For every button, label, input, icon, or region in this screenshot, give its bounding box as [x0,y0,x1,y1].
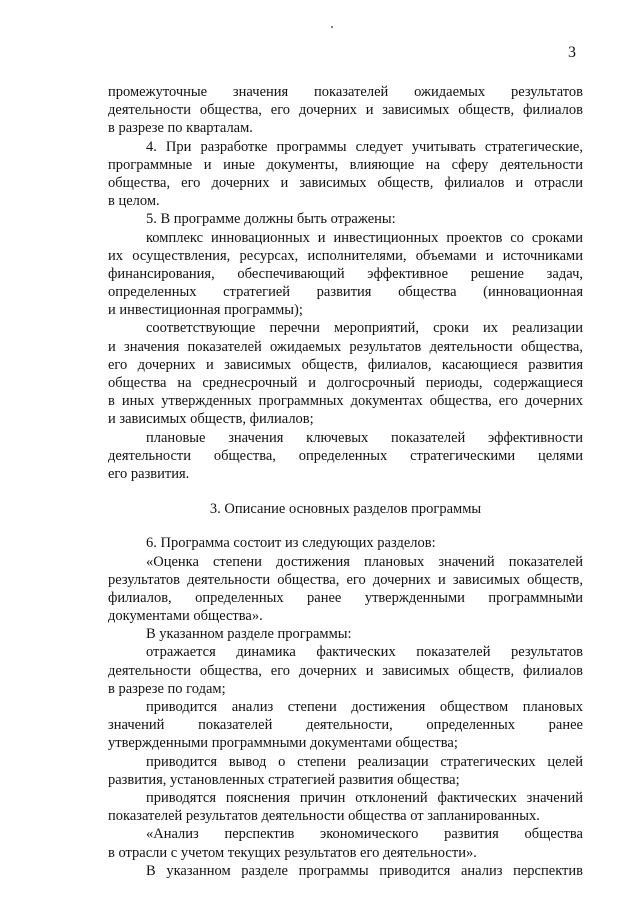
text-line: показателей результатов деятельности общества от запланированных. [108,808,540,825]
paragraph-item-6 [108,534,583,552]
text-line: филиалов, определенных ранее утвержденными программными [108,589,583,606]
page-number: 3 [568,44,576,61]
text-line: и значения показателей ожидаемых результатов деятельности общества, [108,338,583,355]
document-body [108,83,583,880]
text-line: отражается динамика фактических показателей результатов [146,644,583,661]
paragraph-prospects-analysis [108,862,583,880]
text-line: его дочерних и зависимых обществ, филиалов, касающиеся развития [108,356,583,373]
spacer [108,483,583,500]
text-line: 5. В программе должны быть отражены: [146,211,396,228]
section-heading: 3. Описание основных разделов программы [209,501,482,518]
paragraph-item-5-measures [108,319,583,428]
text-line: и инвестиционная программы); [108,302,303,319]
text-line: В указанном разделе программы: [146,626,352,643]
paragraph-item-6-section-prospects [108,825,583,861]
text-line: в иных утвержденных программных документах общества, его дочерних [108,393,583,410]
paragraph-continuation [108,83,583,138]
text-line: приводится анализ степени достижения обществом плановых [146,699,583,715]
text-line: утвержденными программными документами общества; [108,735,458,752]
scan-speck [331,26,333,28]
text-line: документами общества». [108,608,263,625]
text-line: результатов деятельности общества, его дочерних и зависимых обществ, [108,571,583,588]
text-line: и зависимых обществ, филиалов; [108,411,314,428]
text-line: в разрезе по годам; [108,680,226,697]
paragraph-dynamics [108,643,583,698]
paragraph-deviations [108,789,583,825]
text-line: развития, установленных стратегией развития общества; [108,771,460,788]
text-line: определенных стратегией развития общества (инновационная [108,284,583,301]
text-line: 4. При разработке программы следует учитывать стратегические, [146,138,583,155]
text-line: деятельности общества, определенных стратегическими целями [108,447,583,464]
paragraph-item-5 [108,210,583,228]
text-line: деятельности общества, его дочерних и зависимых обществ, филиалов [108,102,583,119]
paragraph-item-5-projects [108,229,583,320]
text-line: общества, его дочерних и зависимых обществ, филиалов и отрасли [108,174,583,191]
text-line: общества на среднесрочный и долгосрочный периоды, содержащиеся [108,375,583,391]
paragraph-item-4 [108,138,583,211]
text-line: их осуществления, ресурсах, исполнителями, объемами и источниками [108,247,583,264]
text-line: «Анализ перспектив экономического развития общества [146,826,583,843]
spacer [108,518,583,534]
text-line: соответствующие перечни мероприятий, сроки их реализации [146,320,583,337]
text-line: 6. Программа состоит из следующих разделов: [146,535,436,552]
paragraph-conclusion [108,753,583,789]
text-line: его развития. [108,465,190,482]
text-line: комплекс инновационных и инвестиционных проектов со сроками [146,229,583,246]
text-line: программные и иные документы, влияющие на сферу деятельности [108,156,583,173]
text-line: приводится вывод о степени реализации стратегических целей [146,753,583,770]
paragraph-item-5-kpi [108,429,583,484]
text-line: в разрезе по кварталам. [108,120,253,137]
text-line: в целом. [108,193,160,210]
text-line: промежуточные значения показателей ожидаемых результатов [108,84,583,100]
text-line: плановые значения ключевых показателей эффективности [146,429,583,446]
text-line: «Оценка степени достижения плановых значений показателей [146,553,583,570]
text-line: В указанном разделе программы приводится анализ перспектив [146,862,583,879]
text-line: финансирования, обеспечивающий эффективное решение задач, [108,265,583,282]
text-line: приводятся пояснения причин отклонений фактических значений [146,789,583,806]
paragraph-analysis [108,698,583,753]
text-line: деятельности общества, его дочерних и зависимых обществ, филиалов [108,662,583,679]
paragraph-item-6-section-assessment [108,553,583,626]
text-line: значений показателей деятельности, определенных ранее [108,717,583,734]
text-line: в отрасли с учетом текущих результатов его деятельности». [108,844,477,861]
